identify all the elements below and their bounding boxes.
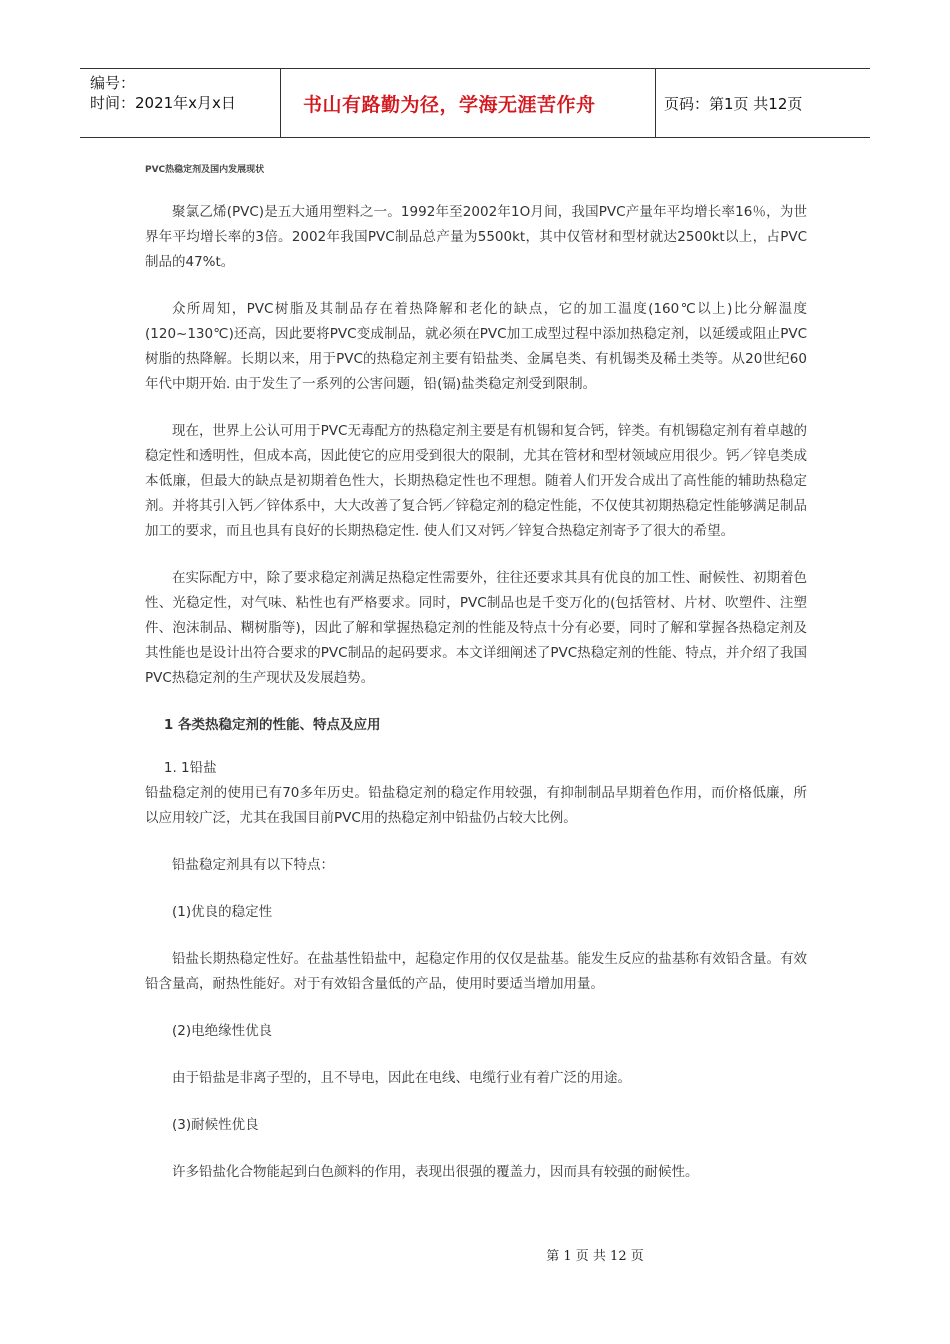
- header-motto: 书山有路勤为径，学海无涯苦作舟: [281, 69, 656, 137]
- paragraph-nontoxic: 现在，世界上公认可用于PVC无毒配方的热稳定剂主要是有机锡和复合钙，锌类。有机锡稳定剂有着卓越的稳定性和透明性，但成本高，因此使它的应用受到很大的限制，尤其在管材和型材领域应用很少。钙／锌皂类成本低廉，但最大的缺点是初期着色性大，长期热稳定性也不理想。随着人们开发合成出了高性能的辅助热稳定剂。并将其引入钙／锌体系中，大大改善了复合钙／锌稳定剂的稳定性能，不仅使其初期热稳定性能够满足制品加工的要求，而且也具有良好的长期热稳定性. 使人们又对钙／锌复合热稳定剂寄予了很大的希望。: [145, 423, 807, 539]
- header-info-cell: [80, 69, 281, 137]
- feature-2-text: 由于铅盐是非离子型的，且不导电，因此在电线、电缆行业有着广泛的用途。: [172, 1070, 631, 1086]
- feature-3-text: 许多铅盐化合物能起到白色颜料的作用，表现出很强的覆盖力，因而具有较强的耐候性。: [172, 1164, 699, 1180]
- document-date-label: 时间：2021年x月x日: [90, 94, 236, 112]
- paragraph-intro: 聚氯乙烯(PVC)是五大通用塑料之一。1992年至2002年1O月间，我国PVC产量年平均增长率16％，为世界年平均增长率的3倍。2002年我国PVC制品总产量为5500kt，其中仅管材和型材就达2500kt以上，占PVC制品的47%t。: [145, 204, 807, 270]
- section-1-heading: 1 各类热稳定剂的性能、特点及应用: [163, 717, 381, 733]
- header-page-label: 页码：第1页 共12页: [664, 94, 803, 113]
- paragraph-formulation: 在实际配方中，除了要求稳定剂满足热稳定性需要外，往往还要求其具有优良的加工性、耐候性、初期着色性、光稳定性，对气味、粘性也有严格要求。同时，PVC制品也是千变万化的(包括管材、片材、吹塑件、注塑件、泡沫制品、糊树脂等)，因此了解和掌握热稳定剂的性能及特点十分有必要，同时了解和掌握各热稳定剂及其性能也是设计出符合要求的PVC制品的起码要求。本文详细阐述了PVC热稳定剂的性能、特点，并介绍了我国PVC热稳定剂的生产现状及发展趋势。: [145, 570, 807, 686]
- document-body: [145, 160, 807, 1207]
- feature-1-heading: (1)优良的稳定性: [172, 904, 273, 920]
- feature-3-heading: (3)耐候性优良: [172, 1117, 259, 1133]
- page-header: [80, 68, 870, 138]
- subsection-1-1-heading: 1. 1铅盐: [163, 760, 217, 776]
- page-footer: 第 1 页 共 12 页: [546, 1249, 644, 1264]
- document-title: PVC热稳定剂及国内发展现状: [145, 165, 265, 175]
- subsection-1-1-text: 铅盐稳定剂的使用已有70多年历史。铅盐稳定剂的稳定作用较强，有抑制制品早期着色作用，而价格低廉，所以应用较广泛，尤其在我国目前PVC用的热稳定剂中铅盐仍占较大比例。: [145, 785, 807, 826]
- feature-2-heading: (2)电绝缘性优良: [172, 1023, 273, 1039]
- document-number-label: 编号：: [90, 74, 136, 92]
- features-intro: 铅盐稳定剂具有以下特点：: [172, 857, 334, 873]
- paragraph-degradation: 众所周知，PVC树脂及其制品存在着热降解和老化的缺点，它的加工温度(160℃以上)比分解温度(120~130℃)还高，因此要将PVC变成制品，就必须在PVC加工成型过程中添加热稳定剂，以延缓或阻止PVC树脂的热降解。长期以来，用于PVC的热稳定剂主要有铅盐类、金属皂类、有机锡类及稀土类等。从20世纪60年代中期开始. 由于发生了一系列的公害问题，铅(镉)盐类稳定剂受到限制。: [145, 301, 807, 392]
- feature-1-text: 铅盐长期热稳定性好。在盐基性铅盐中，起稳定作用的仅仅是盐基。能发生反应的盐基称有效铅含量。有效铅含量高，耐热性能好。对于有效铅含量低的产品，使用时要适当增加用量。: [145, 951, 807, 992]
